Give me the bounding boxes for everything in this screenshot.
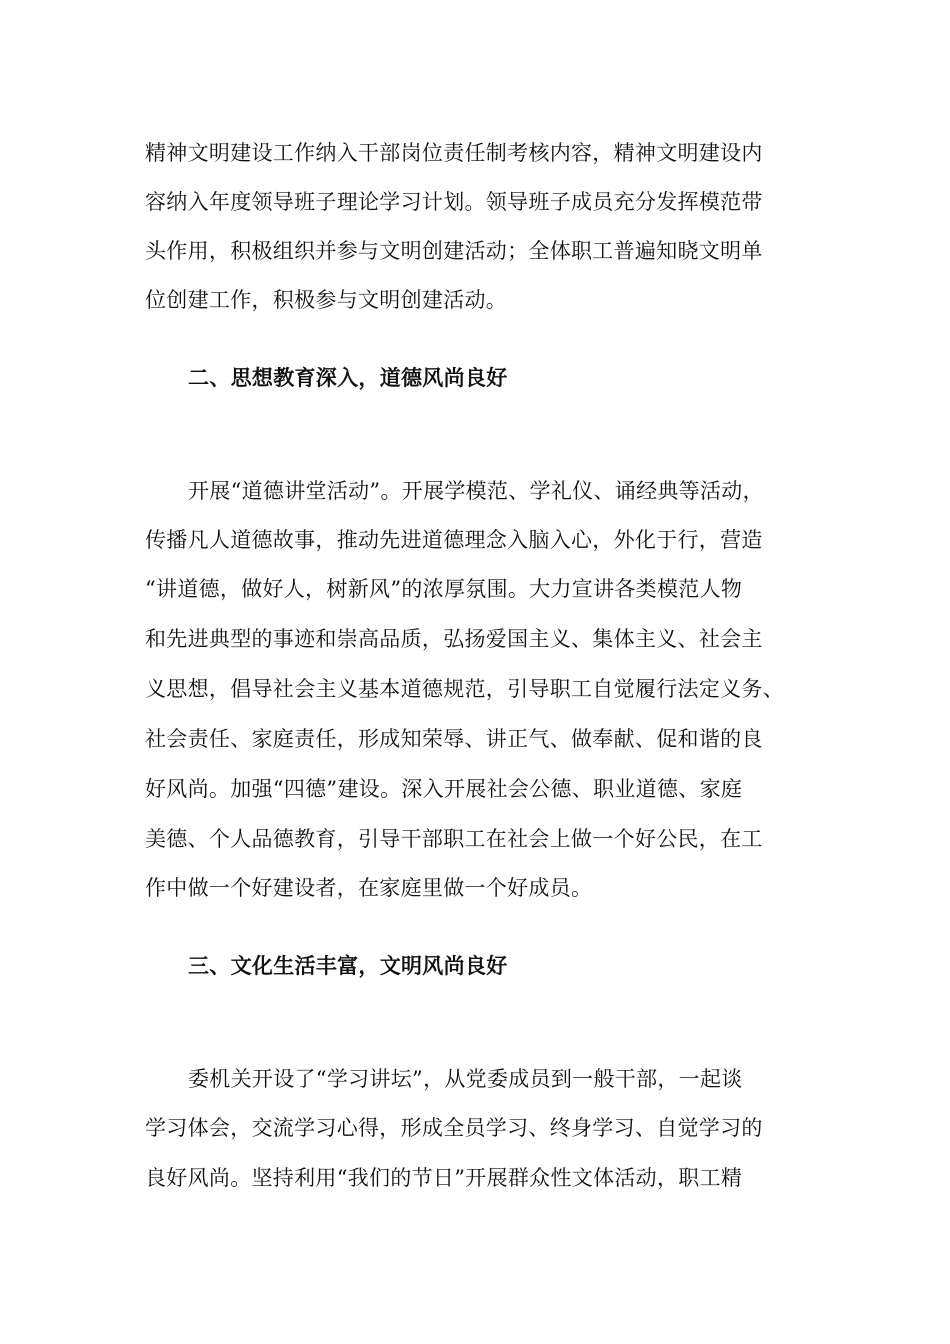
paragraph-2-line-6: 社会责任、家庭责任，形成知荣辱、讲正气、做奉献、促和谐的良 — [145, 727, 763, 751]
paragraph-2-line-7: 好风尚。加强“四德”建设。深入开展社会公德、职业道德、家庭 — [145, 777, 743, 801]
paragraph-3-line-1: 委机关开设了“学习讲坛”，从党委成员到一般干部，一起谈 — [188, 1067, 743, 1091]
paragraph-2-line-8: 美德、个人品德教育，引导干部职工在社会上做一个好公民，在工 — [145, 827, 763, 851]
paragraph-1-line-1: 精神文明建设工作纳入干部岗位责任制考核内容，精神文明建设内 — [145, 141, 763, 165]
paragraph-2-line-1: 开展“道德讲堂活动”。开展学模范、学礼仪、诵经典等活动， — [188, 479, 764, 503]
paragraph-1-line-3: 头作用，积极组织并参与文明创建活动；全体职工普遍知晓文明单 — [145, 239, 763, 263]
paragraph-1-line-4: 位创建工作，积极参与文明创建活动。 — [145, 288, 508, 312]
paragraph-2-line-9: 作中做一个好建设者，在家庭里做一个好成员。 — [145, 876, 593, 900]
paragraph-1-line-2: 容纳入年度领导班子理论学习计划。领导班子成员充分发挥模范带 — [145, 190, 763, 214]
paragraph-2-line-2: 传播凡人道德故事，推动先进道德理念入脑入心，外化于行，营造 — [145, 528, 763, 552]
paragraph-3-line-3: 良好风尚。坚持利用“我们的节日”开展群众性文体活动，职工精 — [145, 1166, 743, 1190]
paragraph-3-line-2: 学习体会，交流学习心得，形成全员学习、终身学习、自觉学习的 — [145, 1116, 763, 1140]
section-heading-2: 二、思想教育深入，道德风尚良好 — [188, 365, 508, 390]
paragraph-2-line-4: 和先进典型的事迹和崇高品质，弘扬爱国主义、集体主义、社会主 — [145, 627, 763, 651]
paragraph-2-line-3: “讲道德，做好人，树新风”的浓厚氛围。大力宣讲各类模范人物 — [145, 577, 743, 601]
section-heading-3: 三、文化生活丰富，文明风尚良好 — [188, 953, 508, 978]
paragraph-2-line-5: 义思想，倡导社会主义基本道德规范，引导职工自觉履行法定义务、 — [145, 677, 784, 701]
